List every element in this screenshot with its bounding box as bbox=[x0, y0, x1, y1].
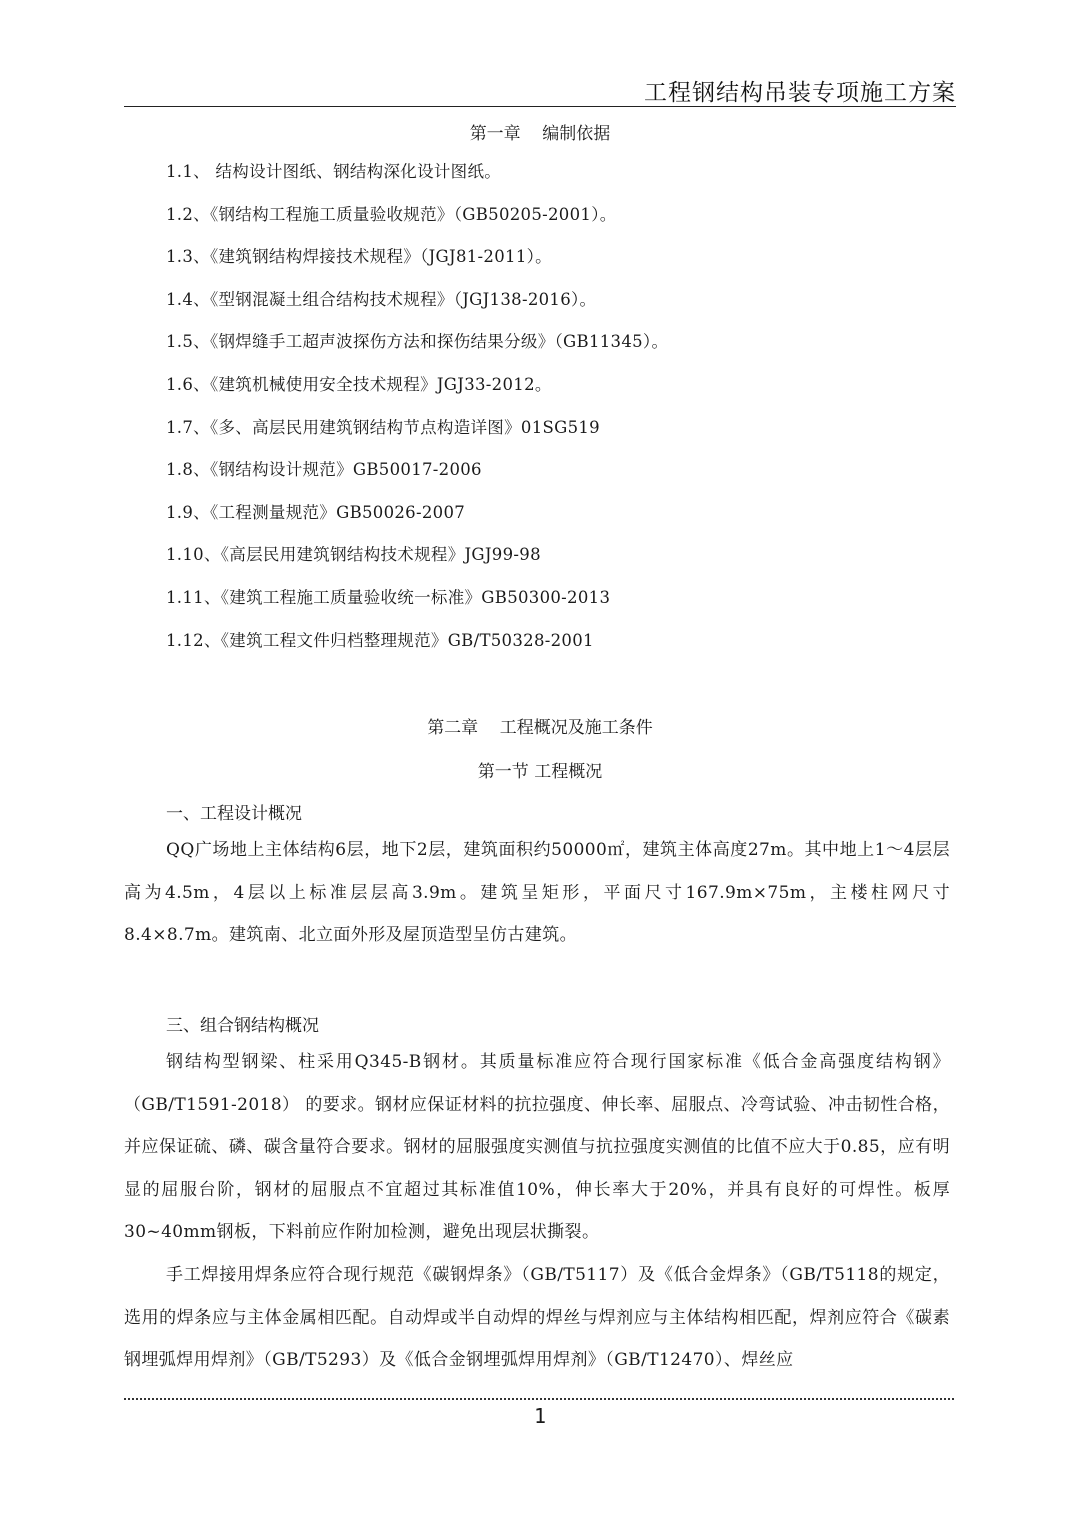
header-rule bbox=[124, 106, 956, 107]
footer-rule bbox=[124, 1398, 954, 1400]
reference-item: 1.10、《高层民用建筑钢结构技术规程》JGJ99-98 bbox=[166, 545, 541, 565]
reference-item: 1.12、《建筑工程文件归档整理规范》GB/T50328-2001 bbox=[166, 630, 594, 650]
reference-item: 1.8、《钢结构设计规范》GB50017-2006 bbox=[166, 460, 482, 480]
reference-item: 1.5、《钢焊缝手工超声波探伤方法和探伤结果分级》（GB11345）。 bbox=[166, 332, 669, 352]
reference-item: 1.7、《多、高层民用建筑钢结构节点构造详图》01SG519 bbox=[166, 417, 600, 437]
subsection-heading-design-overview: 一、工程设计概况 bbox=[166, 804, 302, 824]
chapter1-title: 第一章 编制依据 bbox=[469, 124, 611, 144]
subsection-heading-steel-structure: 三、组合钢结构概况 bbox=[166, 1016, 319, 1036]
reference-item: 1.6、《建筑机械使用安全技术规程》JGJ33-2012。 bbox=[166, 374, 552, 394]
page-number: 1 bbox=[533, 1404, 547, 1428]
reference-item: 1.9、《工程测量规范》GB50026-2007 bbox=[166, 502, 466, 522]
paragraph-welding-material: 手工焊接用焊条应符合现行规范《碳钢焊条》（GB/T5117）及《低合金焊条》（GB/T5118的规定，选用的焊条应与主体金属相匹配。自动焊或半自动焊的焊丝与焊剂应与主体结构相匹配，焊剂应符合《碳素钢埋弧焊用焊剂》（GB/T5293）及《低合金钢埋弧焊用焊剂》（GB/T12470）、焊丝应 bbox=[124, 1265, 950, 1370]
reference-item: 1.1、 结构设计图纸、钢结构深化设计图纸。 bbox=[166, 162, 502, 181]
reference-item: 1.4、《型钢混凝土组合结构技术规程》（JGJ138-2016）。 bbox=[166, 289, 597, 309]
paragraph-steel-material: 钢结构型钢梁、柱采用Q345-B钢材。其质量标准应符合现行国家标准《低合金高强度结构钢》（GB/T1591-2018） 的要求。钢材应保证材料的抗拉强度、伸长率、屈服点、冷弯试验、冲击韧性合格，并应保证硫、磷、碳含量符合要求。钢材的屈服强度实测值与抗拉强度实测值的比值不应大于0.85，应有明显的屈服台阶，钢材的屈服点不宜超过其标准值10%，伸长率大于20%，并具有良好的可焊性。板厚30~40mm钢板，下料前应作附加检测，避免出现层状撕裂。 bbox=[124, 1052, 950, 1242]
header-title: 工程钢结构吊装专项施工方案 bbox=[644, 80, 956, 106]
section-title: 第一节 工程概况 bbox=[477, 762, 603, 782]
reference-item: 1.11、《建筑工程施工质量验收统一标准》GB50300-2013 bbox=[166, 587, 611, 607]
paragraph-design-overview: QQ广场地上主体结构6层，地下2层，建筑面积约50000㎡，建筑主体高度27m。其中地上1～4层层高为4.5m，4层以上标准层层高3.9m。建筑呈矩形，平面尺寸167.9m×75m，主楼柱网尺寸8.4×8.7m。建筑南、北立面外形及屋顶造型呈仿古建筑。 bbox=[124, 840, 950, 945]
chapter2-title: 第二章 工程概况及施工条件 bbox=[427, 718, 653, 738]
reference-item: 1.3、《建筑钢结构焊接技术规程》（JGJ81-2011）。 bbox=[166, 247, 552, 267]
reference-item: 1.2、《钢结构工程施工质量验收规范》（GB50205-2001）。 bbox=[166, 204, 617, 224]
reference-list bbox=[166, 160, 668, 671]
